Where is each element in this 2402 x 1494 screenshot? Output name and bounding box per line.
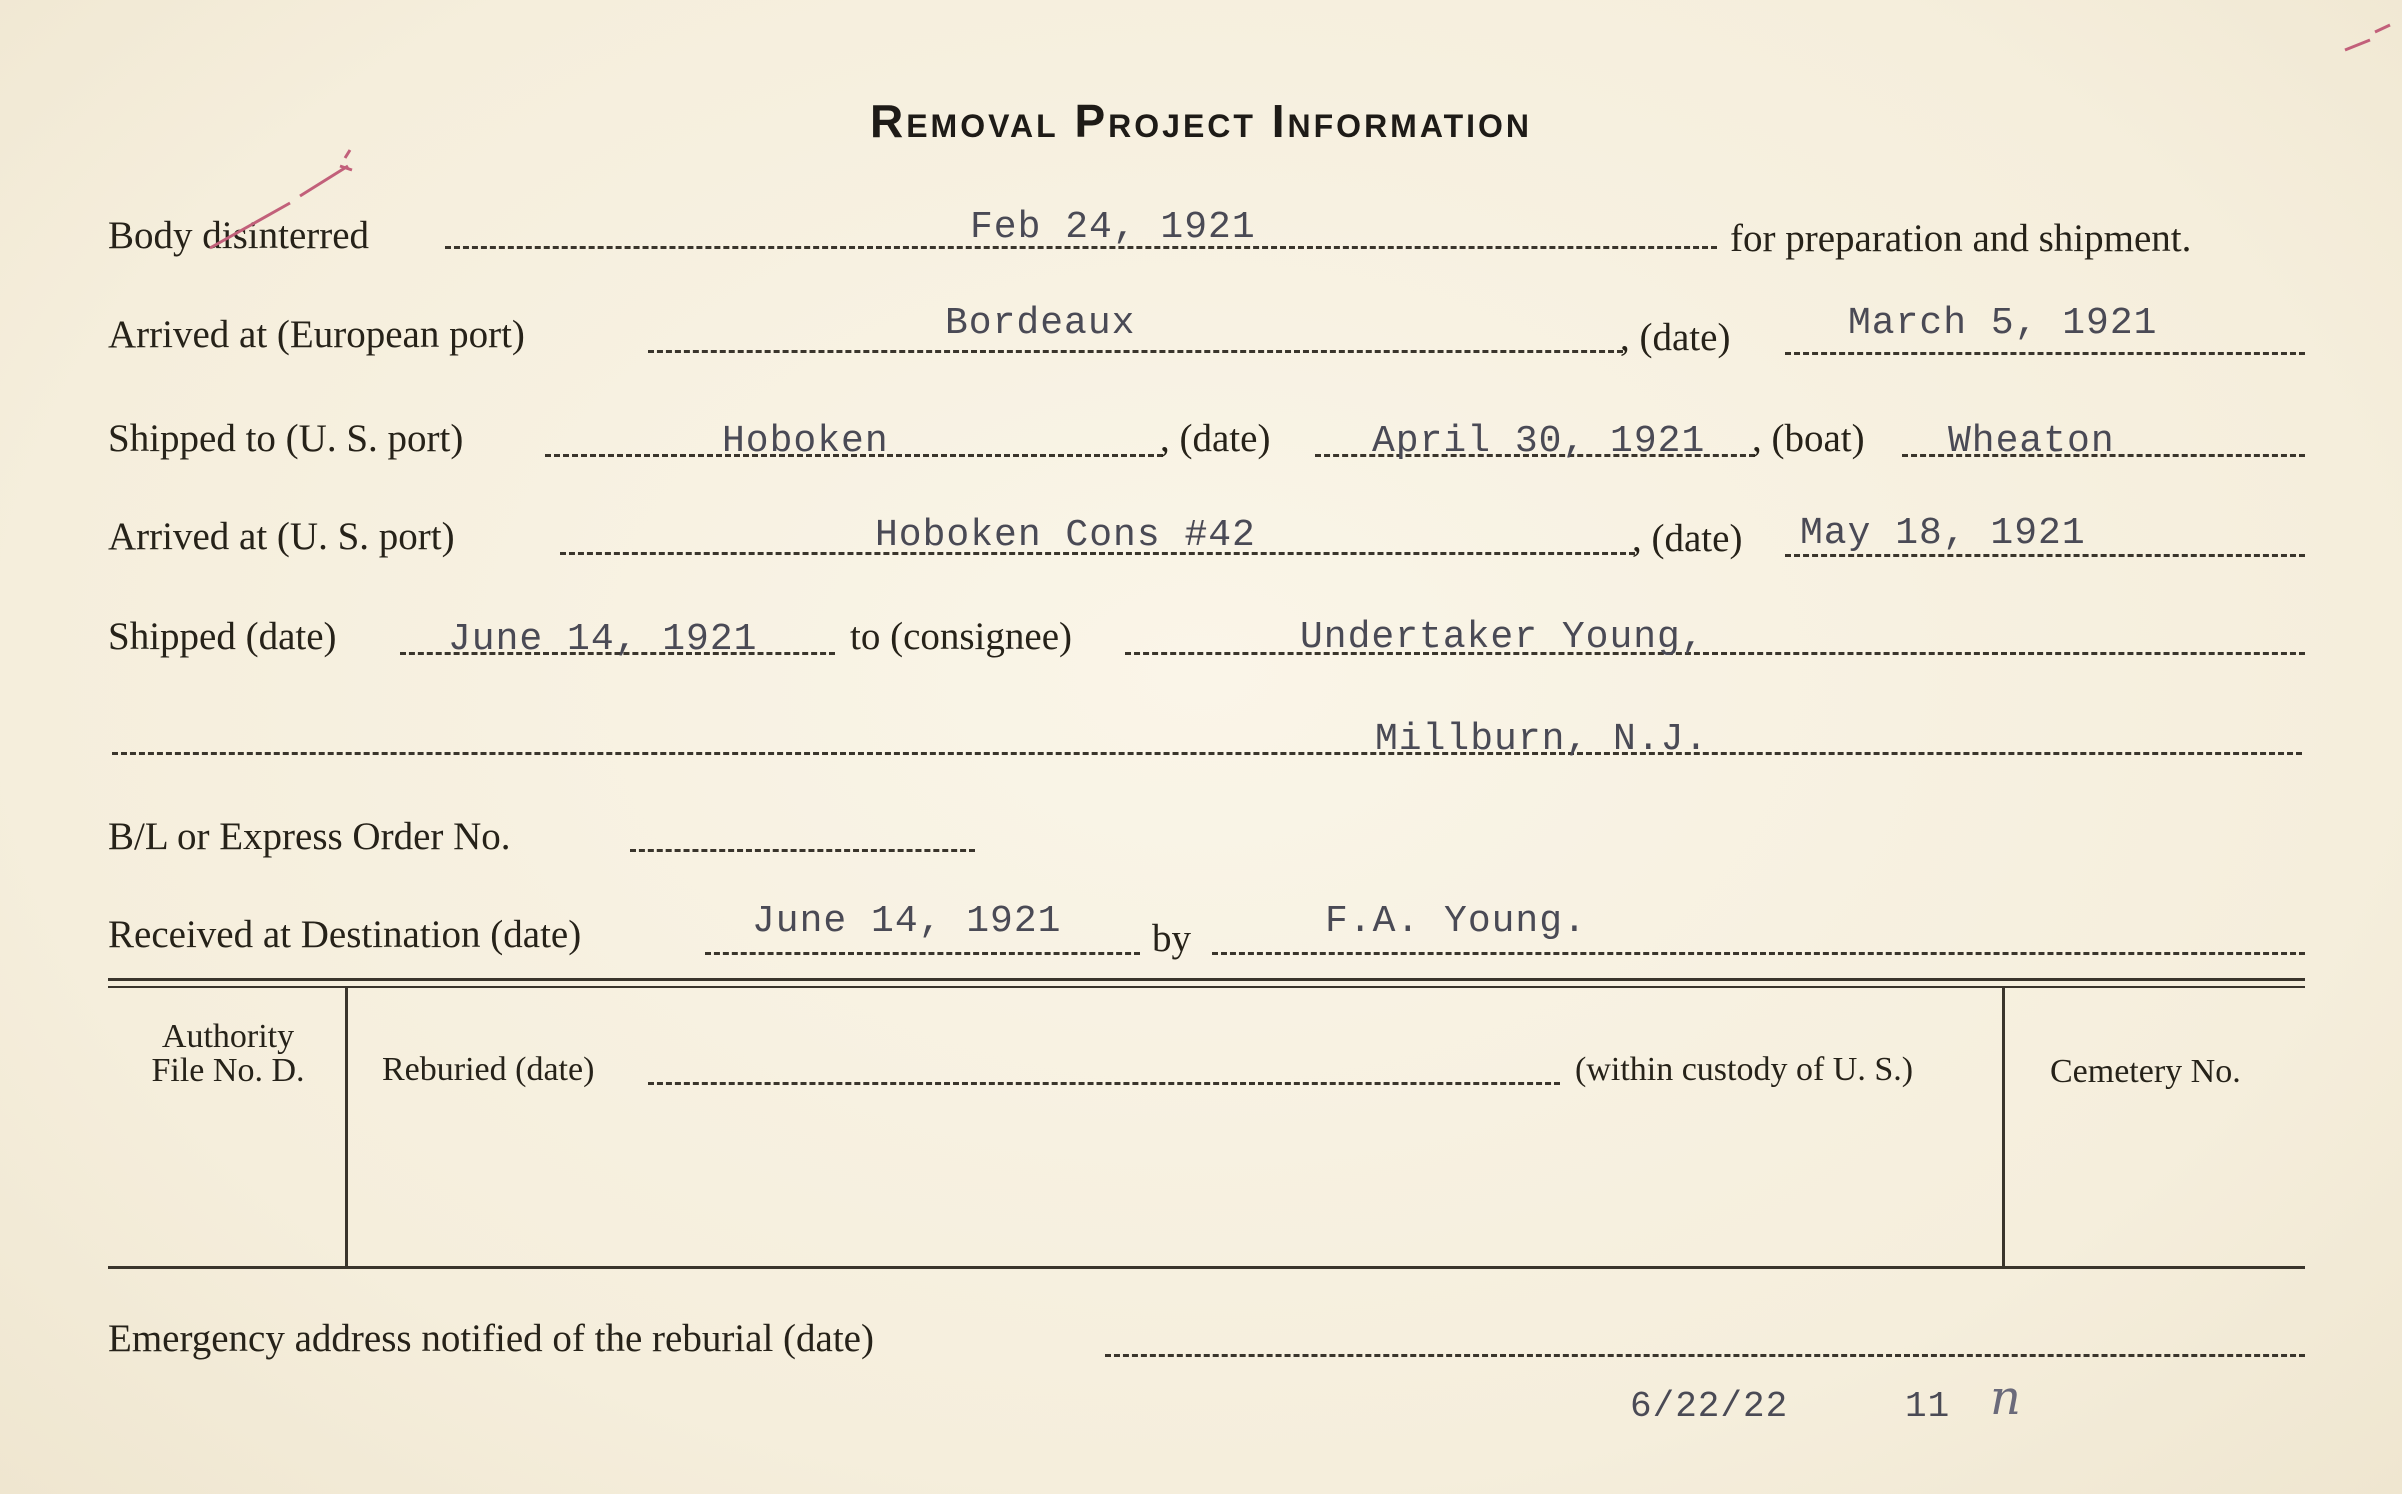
arrived-european-label: Arrived at (European port) <box>108 313 525 356</box>
stamp-date: 6/22/22 <box>1630 1386 1789 1427</box>
arrived-european-line <box>648 350 1623 353</box>
shipped-date-value: June 14, 1921 <box>448 618 758 661</box>
consignee-label: to (consignee) <box>850 615 1073 658</box>
body-disinterred-suffix: for preparation and shipment. <box>1730 217 2192 260</box>
emergency-line <box>1105 1354 2305 1357</box>
table-divider-left <box>345 988 348 1266</box>
pink-pen-mark <box>180 148 360 258</box>
received-by-label: by <box>1152 917 1191 960</box>
handwritten-mark: n <box>1990 1370 2021 1426</box>
page-title: Removal Project Information <box>869 95 1533 147</box>
stamp-initials: 11 <box>1905 1386 1951 1427</box>
table-bottom-rule <box>108 1266 2305 1269</box>
arrived-european-value: Bordeaux <box>945 302 1136 345</box>
arrived-us-date-label: , (date) <box>1632 517 1743 560</box>
received-by-line <box>1212 952 2305 955</box>
file-no-label: File No. D. <box>151 1052 305 1089</box>
received-date-line <box>705 952 1140 955</box>
shipped-us-date-label: , (date) <box>1160 417 1271 460</box>
bl-label: B/L or Express Order No. <box>108 815 511 858</box>
shipped-date-label: Shipped (date) <box>108 615 337 658</box>
consignee-value: Undertaker Young, <box>1300 616 1705 659</box>
reburied-label: Reburied (date) <box>382 1051 595 1088</box>
cemetery-label: Cemetery No. <box>2050 1053 2241 1090</box>
custody-label: (within custody of U. S.) <box>1575 1051 1914 1088</box>
consignee-value-2: Millburn, N.J. <box>1375 718 1709 761</box>
arrived-european-date-value: March 5, 1921 <box>1848 302 2158 345</box>
arrived-us-date-value: May 18, 1921 <box>1800 512 2086 555</box>
reburied-line <box>648 1082 1560 1085</box>
emergency-label: Emergency address notified of the reburial (date) <box>108 1317 874 1360</box>
shipped-us-value: Hoboken <box>722 420 889 463</box>
table-top-rule-2 <box>108 986 2305 988</box>
body-disinterred-label: Body disinterred <box>108 214 370 257</box>
arrived-us-value: Hoboken Cons #42 <box>875 514 1256 557</box>
arrived-european-date-line <box>1785 352 2305 355</box>
shipped-us-label: Shipped to (U. S. port) <box>108 417 464 460</box>
shipped-us-date-value: April 30, 1921 <box>1372 420 1706 463</box>
corner-mark <box>2340 20 2400 60</box>
received-date-value: June 14, 1921 <box>752 900 1062 943</box>
arrived-us-label: Arrived at (U. S. port) <box>108 515 455 558</box>
table-top-rule <box>108 978 2305 981</box>
received-label: Received at Destination (date) <box>108 913 582 956</box>
shipped-us-boat-value: Wheaton <box>1948 420 2115 463</box>
authority-label: Authority <box>161 1018 295 1055</box>
body-disinterred-value: Feb 24, 1921 <box>970 206 1256 249</box>
shipped-us-boat-label: , (boat) <box>1752 417 1865 460</box>
consignee-line-2 <box>112 752 2302 755</box>
bl-line <box>630 849 975 852</box>
table-divider-right <box>2002 988 2005 1266</box>
received-by-value: F.A. Young. <box>1325 900 1587 943</box>
arrived-european-date-label: , (date) <box>1620 316 1731 359</box>
